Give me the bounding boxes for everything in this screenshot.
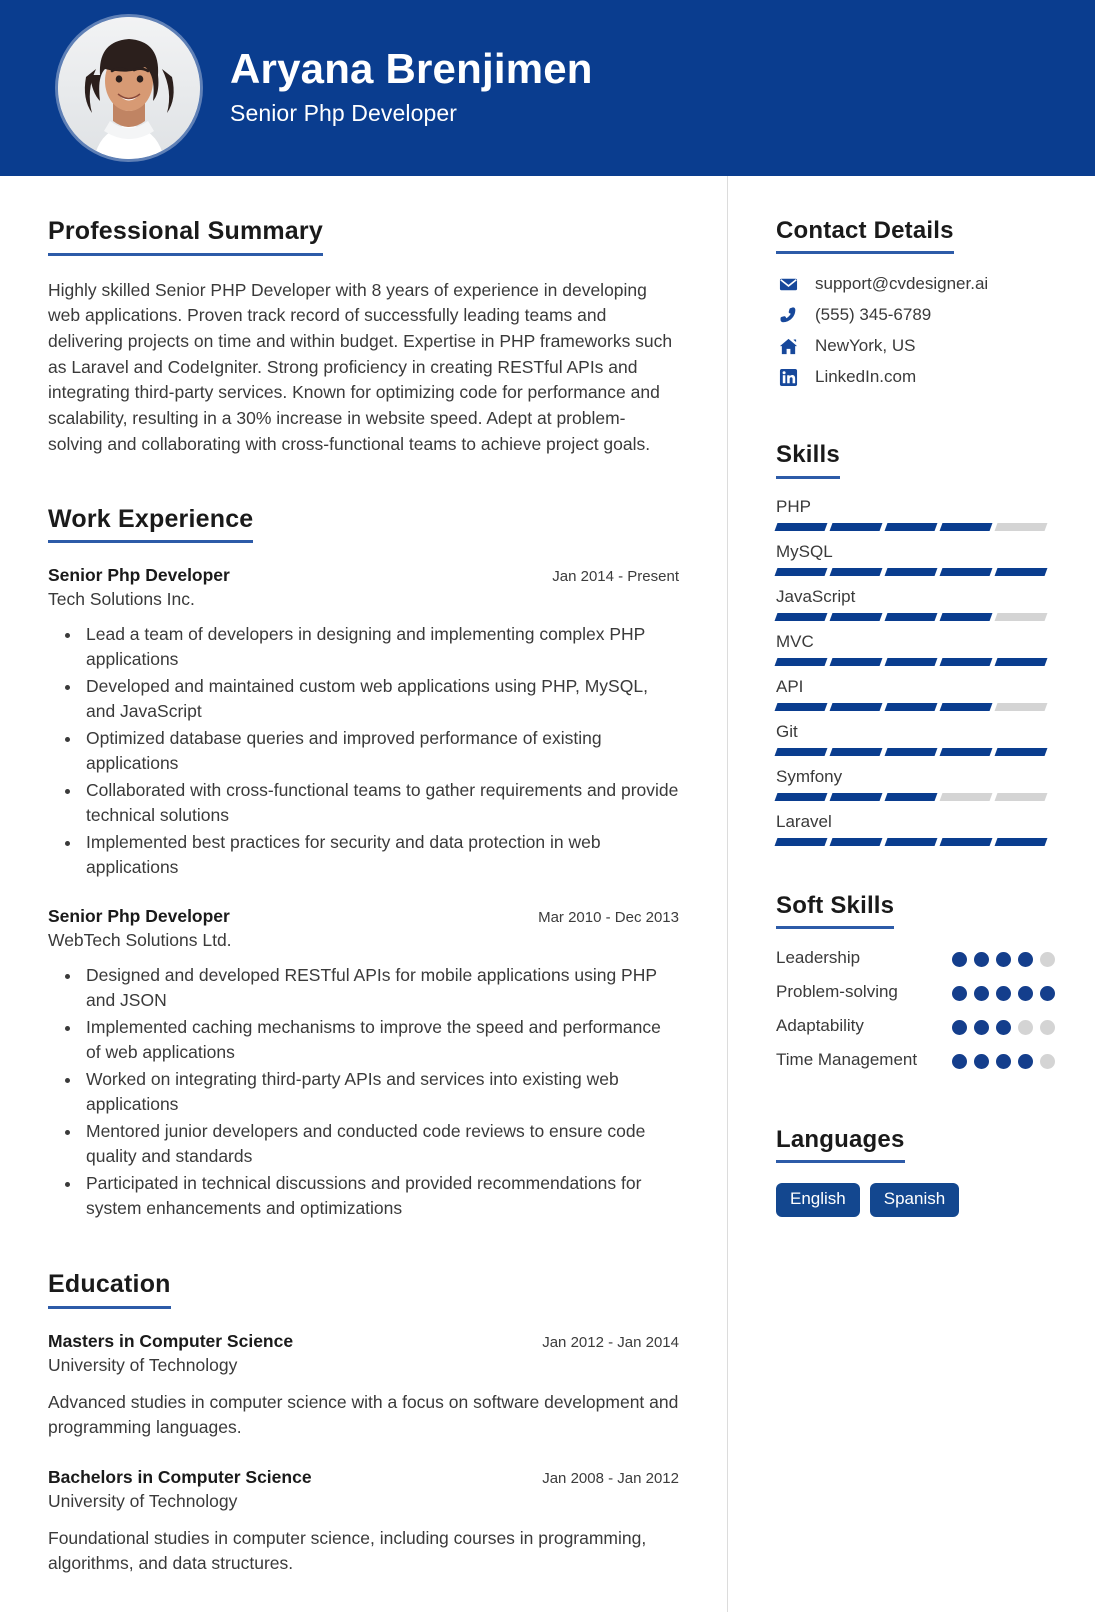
soft-skill-item xyxy=(776,981,1055,1004)
list-item: • Lead a team of developers in designing and implementing complex PHP applications xyxy=(82,622,679,672)
skill-segment xyxy=(995,703,1048,711)
experience-bullets xyxy=(48,963,679,1221)
soft-skill-item xyxy=(776,1049,1055,1072)
rating-dot xyxy=(996,952,1011,967)
avatar xyxy=(58,17,200,159)
experience-role: Senior Php Developer xyxy=(48,565,230,586)
resume-body xyxy=(0,176,1095,1612)
skill-label: MVC xyxy=(776,631,814,651)
skill-segment xyxy=(830,793,883,801)
list-item: • Collaborated with cross-functional teams to gather requirements and provide technical solutions xyxy=(82,778,679,828)
skill-segment xyxy=(830,748,883,756)
list-item: • Implemented caching mechanisms to improve the speed and performance of web applications xyxy=(82,1015,679,1065)
skill-segment xyxy=(995,748,1048,756)
soft-skill-label: Leadership xyxy=(776,948,861,968)
skill-segment xyxy=(885,748,938,756)
list-item: • Implemented best practices for security and data protection in web applications xyxy=(82,830,679,880)
spacer xyxy=(776,1083,1055,1127)
soft-skill-rating-dots xyxy=(952,1015,1055,1035)
section-languages xyxy=(776,1127,1055,1217)
skill-label: Symfony xyxy=(776,766,843,786)
list-item: • Worked on integrating third-party APIs and services into existing web applications xyxy=(82,1067,679,1117)
skill-segment xyxy=(995,523,1048,531)
skill-label: MySQL xyxy=(776,541,833,561)
education-dates: Jan 2012 - Jan 2014 xyxy=(542,1333,679,1351)
skill-segment xyxy=(940,568,993,576)
list-item: • Optimized database queries and improved performance of existing applications xyxy=(82,726,679,776)
rating-dot xyxy=(1040,986,1055,1001)
soft-skill-rating-dots xyxy=(952,947,1055,967)
skill-segment xyxy=(940,658,993,666)
section-professional-summary xyxy=(48,218,679,458)
education-description: Advanced studies in computer science with a focus on software development and programming languages. xyxy=(48,1391,679,1438)
section-heading-skills: Skills xyxy=(776,442,840,478)
list-item: • Designed and developed RESTful APIs for mobile applications using PHP and JSON xyxy=(82,963,679,1013)
rating-dot xyxy=(974,1020,989,1035)
skill-label: PHP xyxy=(776,496,811,516)
rating-dot xyxy=(974,986,989,1001)
home-icon xyxy=(776,337,800,356)
skill-rating-bar xyxy=(776,703,1046,711)
rating-dot xyxy=(1018,1020,1033,1035)
skill-label: JavaScript xyxy=(776,586,856,606)
rating-dot xyxy=(1018,1054,1033,1069)
spacer xyxy=(776,398,1055,442)
skill-segment xyxy=(940,523,993,531)
rating-dot xyxy=(996,1020,1011,1035)
skill-segment xyxy=(830,658,883,666)
rating-dot xyxy=(996,986,1011,1001)
language-chip: English xyxy=(776,1183,860,1217)
skill-segment xyxy=(995,838,1048,846)
contact-email-value: support@cvdesigner.ai xyxy=(815,274,989,294)
soft-skill-rating-dots xyxy=(952,1049,1055,1069)
section-work-experience xyxy=(48,506,679,1222)
rating-dot xyxy=(996,1054,1011,1069)
phone-icon xyxy=(776,306,800,325)
soft-skill-rating-dots xyxy=(952,981,1055,1001)
skill-item xyxy=(776,497,1055,531)
skill-rating-bar xyxy=(776,568,1046,576)
skill-rating-bar xyxy=(776,748,1046,756)
skill-segment xyxy=(940,793,993,801)
skill-label: Git xyxy=(776,721,798,741)
skill-segment xyxy=(775,613,828,621)
skill-rating-bar xyxy=(776,523,1046,531)
candidate-name: Aryana Brenjimen xyxy=(230,45,593,93)
experience-entry xyxy=(48,565,679,880)
language-chip-list xyxy=(776,1183,1055,1217)
skill-label: API xyxy=(776,676,804,696)
education-degree: Bachelors in Computer Science xyxy=(48,1466,312,1487)
soft-skill-label: Time Management xyxy=(776,1049,918,1069)
skill-rating-bar xyxy=(776,838,1046,846)
soft-skill-item xyxy=(776,1015,1055,1038)
contact-linkedin-value: LinkedIn.com xyxy=(815,367,917,387)
spacer xyxy=(48,1227,679,1271)
section-heading-experience: Work Experience xyxy=(48,506,253,544)
skill-rating-bar xyxy=(776,613,1046,621)
section-education xyxy=(48,1271,679,1576)
skill-item xyxy=(776,542,1055,576)
soft-skill-item xyxy=(776,947,1055,970)
education-description: Foundational studies in computer science, including courses in programming, algorithms, and data structures. xyxy=(48,1527,647,1573)
skill-segment xyxy=(940,703,993,711)
header-text-block xyxy=(230,45,593,130)
skill-segment xyxy=(940,748,993,756)
skill-label: Laravel xyxy=(776,811,832,831)
section-soft-skills xyxy=(776,893,1055,1072)
skill-list xyxy=(776,497,1055,846)
skill-segment xyxy=(885,793,938,801)
rating-dot xyxy=(1040,1020,1055,1035)
contact-location-value: NewYork, US xyxy=(815,336,916,356)
linkedin-icon xyxy=(776,368,800,387)
experience-company: Tech Solutions Inc. xyxy=(48,589,195,610)
skill-segment xyxy=(885,523,938,531)
education-entry xyxy=(48,1467,679,1577)
skill-segment xyxy=(775,748,828,756)
email-icon xyxy=(776,275,800,294)
section-heading-languages: Languages xyxy=(776,1127,905,1163)
skill-segment xyxy=(995,658,1048,666)
candidate-title: Senior Php Developer xyxy=(230,99,458,126)
section-heading-contact: Contact Details xyxy=(776,218,954,254)
skill-segment xyxy=(940,613,993,621)
experience-company: WebTech Solutions Ltd. xyxy=(48,930,232,951)
skill-segment xyxy=(775,793,828,801)
spacer xyxy=(48,462,679,506)
education-list xyxy=(48,1331,679,1577)
profile-photo-illustration xyxy=(58,17,200,159)
skill-segment xyxy=(830,568,883,576)
education-school: University of Technology xyxy=(48,1354,238,1375)
skill-rating-bar xyxy=(776,793,1046,801)
contact-phone-value: (555) 345-6789 xyxy=(815,305,932,325)
skill-item xyxy=(776,587,1055,621)
soft-skill-list xyxy=(776,947,1055,1072)
skill-segment xyxy=(775,658,828,666)
skill-item xyxy=(776,812,1055,846)
resume-header xyxy=(0,0,1095,176)
summary-text: Highly skilled Senior PHP Developer with 8 years of experience in developing web applications. Proven track record of successfully leading teams and delivering projects on time and within budget. Expertise in PHP frameworks such as Laravel and CodeIgniter. Strong proficiency in creating RESTful APIs and integrating third-party services. Known for optimizing code for performance and scalability, resulting in a 30% increase in website speed. Adept at problem-solving and collaborating with cross-functional teams to achieve project goals. xyxy=(48,279,673,454)
skill-segment xyxy=(995,613,1048,621)
rating-dot xyxy=(1018,986,1033,1001)
skill-segment xyxy=(830,703,883,711)
contact-item-phone[interactable] xyxy=(776,305,1055,325)
main-column xyxy=(0,176,727,1612)
skill-segment xyxy=(775,703,828,711)
education-school: University of Technology xyxy=(48,1490,238,1511)
skill-segment xyxy=(775,568,828,576)
skill-segment xyxy=(885,703,938,711)
skill-segment xyxy=(995,568,1048,576)
list-item: • Developed and maintained custom web applications using PHP, MySQL, and JavaScript xyxy=(82,674,679,724)
rating-dot xyxy=(1018,952,1033,967)
rating-dot xyxy=(952,986,967,1001)
rating-dot xyxy=(952,1020,967,1035)
soft-skill-label: Adaptability xyxy=(776,1016,864,1036)
skill-segment xyxy=(885,613,938,621)
skill-segment xyxy=(885,658,938,666)
rating-dot xyxy=(1040,952,1055,967)
skill-rating-bar xyxy=(776,658,1046,666)
rating-dot xyxy=(974,1054,989,1069)
skill-segment xyxy=(885,838,938,846)
experience-bullets xyxy=(48,622,679,880)
skill-segment xyxy=(885,568,938,576)
rating-dot xyxy=(952,1054,967,1069)
spacer xyxy=(776,857,1055,893)
section-heading-education: Education xyxy=(48,1271,171,1309)
experience-role: Senior Php Developer xyxy=(48,906,230,927)
education-dates: Jan 2008 - Jan 2012 xyxy=(542,1469,679,1487)
skill-item xyxy=(776,722,1055,756)
contact-item-email[interactable] xyxy=(776,274,1055,294)
skill-segment xyxy=(775,523,828,531)
list-item: • Participated in technical discussions and provided recommendations for system enhancements and optimizations xyxy=(82,1171,679,1221)
experience-list xyxy=(48,565,679,1221)
education-entry xyxy=(48,1331,679,1441)
experience-dates: Mar 2010 - Dec 2013 xyxy=(538,909,679,927)
rating-dot xyxy=(974,952,989,967)
list-item: • Mentored junior developers and conducted code reviews to ensure code quality and standards xyxy=(82,1119,679,1169)
experience-entry xyxy=(48,906,679,1221)
skill-item xyxy=(776,632,1055,666)
contact-item-linkedin[interactable] xyxy=(776,367,1055,387)
section-heading-soft-skills: Soft Skills xyxy=(776,893,894,929)
education-degree: Masters in Computer Science xyxy=(48,1330,294,1351)
skill-segment xyxy=(830,523,883,531)
section-skills xyxy=(776,442,1055,845)
contact-item-location xyxy=(776,336,1055,356)
skill-item xyxy=(776,767,1055,801)
rating-dot xyxy=(1040,1054,1055,1069)
language-chip: Spanish xyxy=(870,1183,959,1217)
skill-segment xyxy=(775,838,828,846)
experience-dates: Jan 2014 - Present xyxy=(552,568,679,586)
skill-item xyxy=(776,677,1055,711)
section-heading-summary: Professional Summary xyxy=(48,218,323,256)
skill-segment xyxy=(830,838,883,846)
sidebar-column xyxy=(727,176,1095,1612)
contact-list xyxy=(776,274,1055,387)
section-contact-details xyxy=(776,218,1055,387)
skill-segment xyxy=(995,793,1048,801)
soft-skill-label: Problem-solving xyxy=(776,982,898,1002)
skill-segment xyxy=(940,838,993,846)
rating-dot xyxy=(952,952,967,967)
skill-segment xyxy=(830,613,883,621)
